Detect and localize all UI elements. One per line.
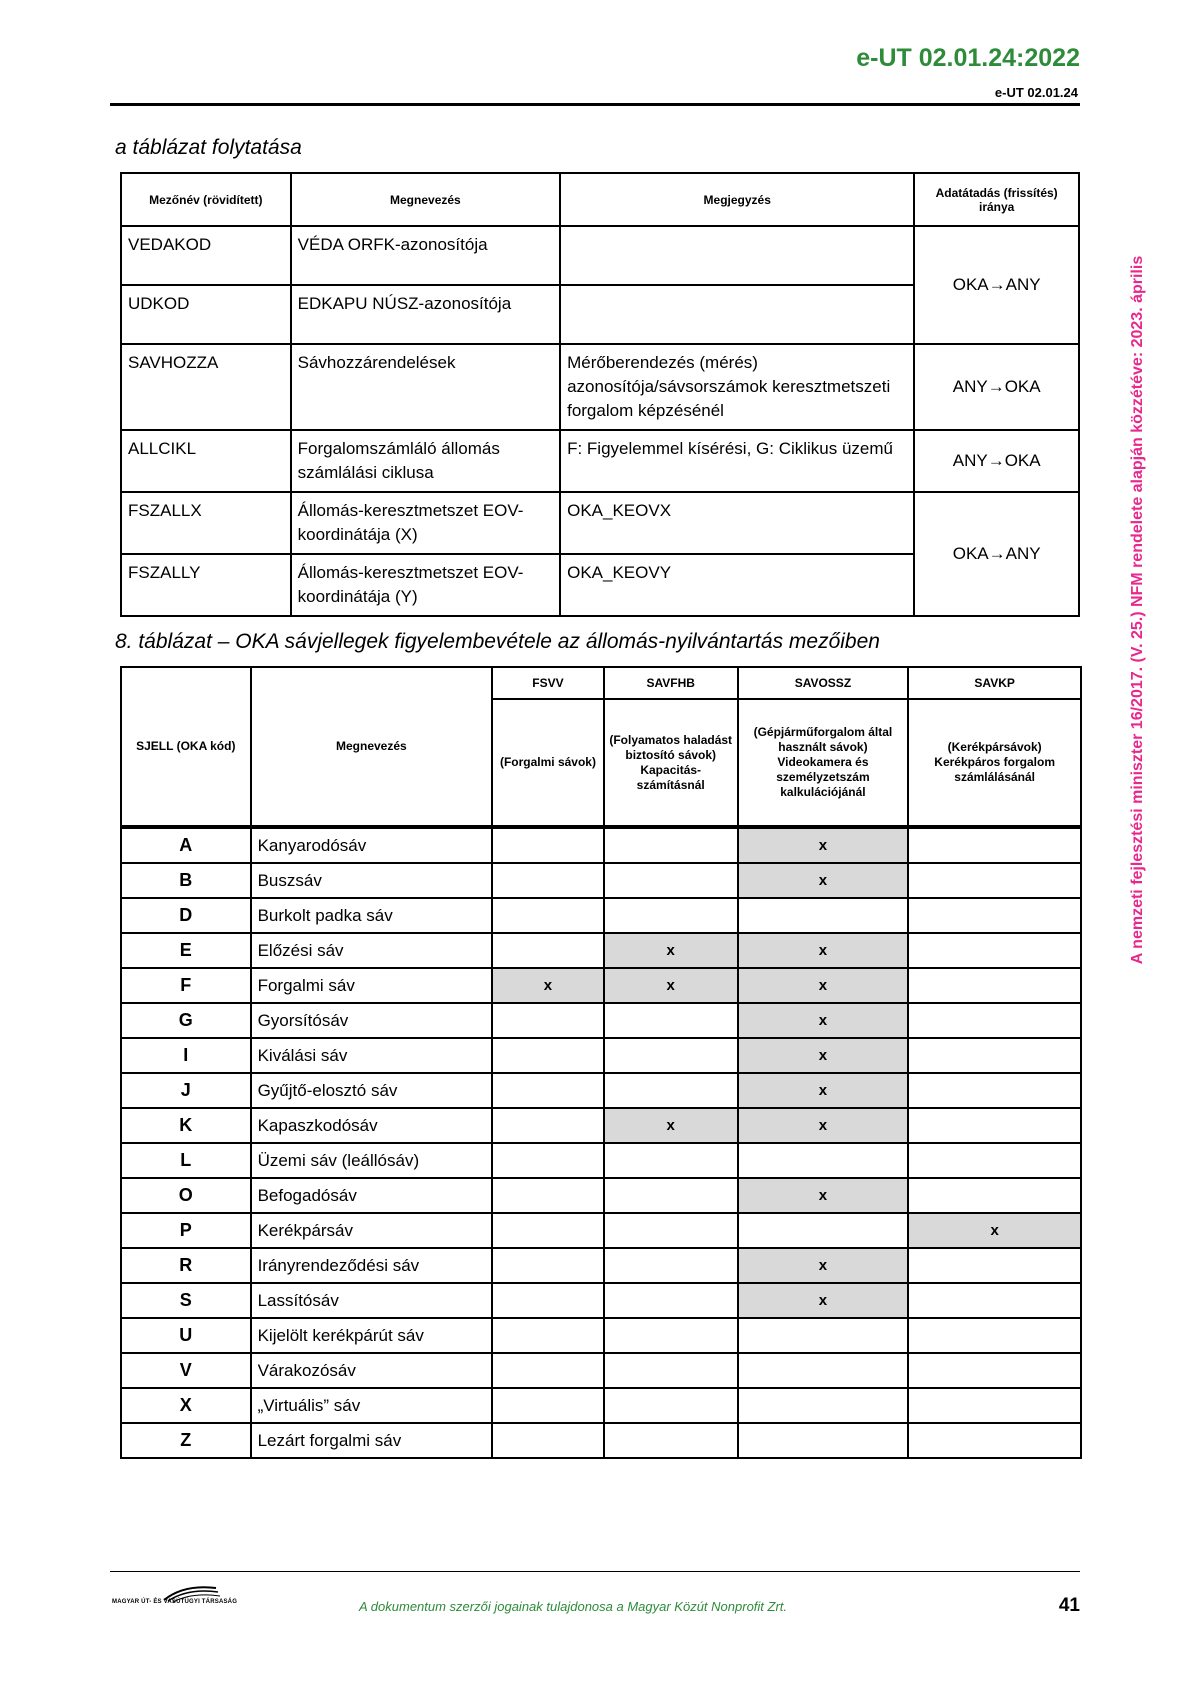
lane-code: P bbox=[121, 1213, 251, 1248]
table-row bbox=[121, 344, 1079, 430]
column-description-text: (Gépjárműforgalom által használt sávok) bbox=[753, 725, 893, 754]
mark-cell bbox=[908, 968, 1081, 1003]
lane-code: K bbox=[121, 1108, 251, 1143]
lane-code: D bbox=[121, 898, 251, 933]
note-cell: Mérőberendezés (mérés) azonosítója/sávsorszámok keresztmetszeti forgalom képzésénél bbox=[560, 344, 914, 430]
mark-cell bbox=[738, 1388, 909, 1423]
name-cell: Állomás-keresztmetszet EOV-koordinátája (X) bbox=[291, 492, 560, 554]
column-code: FSVV bbox=[492, 667, 604, 699]
table-header-row bbox=[121, 173, 1079, 226]
table-row bbox=[121, 827, 1081, 863]
column-description-text: (Folyamatos haladást biztosító sávok) bbox=[609, 732, 733, 762]
lane-code: E bbox=[121, 933, 251, 968]
mark-cell bbox=[738, 1423, 909, 1458]
mark-cell bbox=[492, 1143, 604, 1178]
field-cell: FSZALLY bbox=[121, 554, 291, 616]
mark-cell bbox=[908, 1423, 1081, 1458]
column-description-text: Kerékpáros forgalom számlálásánál bbox=[934, 755, 1055, 784]
mark-cell bbox=[908, 1143, 1081, 1178]
column-code: SAVOSSZ bbox=[738, 667, 909, 699]
lane-name: Burkolt padka sáv bbox=[251, 898, 493, 933]
mark-cell bbox=[492, 1073, 604, 1108]
mark-cell: x bbox=[604, 1108, 738, 1143]
lane-name: Forgalmi sáv bbox=[251, 968, 493, 1003]
document-code: e-UT 02.01.24:2022 bbox=[856, 44, 1080, 72]
table1-caption: a táblázat folytatása bbox=[115, 136, 302, 159]
mark-cell bbox=[738, 1213, 909, 1248]
mark-cell: x bbox=[604, 968, 738, 1003]
mark-cell bbox=[738, 1353, 909, 1388]
table-row bbox=[121, 968, 1081, 1003]
mark-cell bbox=[908, 1353, 1081, 1388]
name-cell: Állomás-keresztmetszet EOV-koordinátája (Y) bbox=[291, 554, 560, 616]
mark-cell bbox=[908, 827, 1081, 863]
column-description bbox=[604, 699, 738, 827]
mark-cell bbox=[492, 1213, 604, 1248]
mark-cell bbox=[492, 1283, 604, 1318]
copyright-notice: A dokumentum szerzői jogainak tulajdonosa a Magyar Közút Nonprofit Zrt. bbox=[359, 1599, 788, 1614]
mark-cell bbox=[492, 1003, 604, 1038]
name-cell: Forgalomszámláló állomás számlálási ciklusa bbox=[291, 430, 560, 492]
table-row bbox=[121, 933, 1081, 968]
side-note bbox=[1122, 160, 1154, 1060]
header-cell: Adatátadás (frissítés) iránya bbox=[914, 173, 1079, 226]
mark-cell bbox=[492, 1038, 604, 1073]
table-row bbox=[121, 1178, 1081, 1213]
table-row bbox=[121, 1423, 1081, 1458]
table-row bbox=[121, 1073, 1081, 1108]
lane-code: J bbox=[121, 1073, 251, 1108]
name-cell: Sávhozzárendelések bbox=[291, 344, 560, 430]
mark-cell bbox=[604, 1248, 738, 1283]
mark-cell: x bbox=[738, 1248, 909, 1283]
mark-cell: x bbox=[738, 1003, 909, 1038]
mark-cell bbox=[492, 827, 604, 863]
mark-cell bbox=[492, 1108, 604, 1143]
table-row bbox=[121, 1108, 1081, 1143]
lane-code: R bbox=[121, 1248, 251, 1283]
direction-cell: OKA→ANY bbox=[914, 226, 1079, 344]
lane-types-body bbox=[121, 827, 1081, 1458]
name-cell: EDKAPU NÚSZ-azonosítója bbox=[291, 285, 560, 344]
lane-name: Kijelölt kerékpárút sáv bbox=[251, 1318, 493, 1353]
direction-cell: OKA→ANY bbox=[914, 492, 1079, 616]
page-number: 41 bbox=[1058, 1595, 1080, 1616]
mark-cell bbox=[908, 1178, 1081, 1213]
header-cell: Megjegyzés bbox=[560, 173, 914, 226]
lane-name: „Virtuális” sáv bbox=[251, 1388, 493, 1423]
table-row bbox=[121, 898, 1081, 933]
table2-caption: 8. táblázat – OKA sávjellegek figyelembevétele az állomás-nyilvántartás mezőiben bbox=[115, 630, 880, 653]
mark-cell bbox=[604, 1353, 738, 1388]
lane-code: X bbox=[121, 1388, 251, 1423]
mark-cell bbox=[908, 1108, 1081, 1143]
mark-cell: x bbox=[738, 1178, 909, 1213]
lane-code: G bbox=[121, 1003, 251, 1038]
field-cell: ALLCIKL bbox=[121, 430, 291, 492]
mark-cell bbox=[492, 863, 604, 898]
table-row bbox=[121, 1353, 1081, 1388]
side-note-text: A nemzeti fejlesztési miniszter 16/2017. (V. 25.) NFM rendelete alapján közzétéve: 2023. április bbox=[1129, 255, 1146, 965]
mark-cell bbox=[604, 1143, 738, 1178]
mark-cell bbox=[604, 1038, 738, 1073]
mark-cell bbox=[604, 898, 738, 933]
mark-cell bbox=[738, 898, 909, 933]
mark-cell bbox=[908, 1073, 1081, 1108]
code-header: SJELL (OKA kód) bbox=[121, 667, 251, 827]
lane-types-table bbox=[120, 666, 1082, 1459]
mark-cell bbox=[738, 1318, 909, 1353]
mark-cell bbox=[604, 1388, 738, 1423]
lane-code: O bbox=[121, 1178, 251, 1213]
lane-code: V bbox=[121, 1353, 251, 1388]
table-row bbox=[121, 1318, 1081, 1353]
lane-code: Z bbox=[121, 1423, 251, 1458]
mark-cell bbox=[492, 1248, 604, 1283]
header-cell: Mezőnév (rövidített) bbox=[121, 173, 291, 226]
table-row bbox=[121, 863, 1081, 898]
lane-name: Befogadósáv bbox=[251, 1178, 493, 1213]
fields-table bbox=[120, 172, 1080, 617]
mark-cell: x bbox=[738, 968, 909, 1003]
lane-code: U bbox=[121, 1318, 251, 1353]
table-row bbox=[121, 1248, 1081, 1283]
mark-cell bbox=[908, 1038, 1081, 1073]
lane-name: Gyorsítósáv bbox=[251, 1003, 493, 1038]
lane-name: Lezárt forgalmi sáv bbox=[251, 1423, 493, 1458]
note-cell bbox=[560, 285, 914, 344]
mark-cell bbox=[908, 1248, 1081, 1283]
field-cell: SAVHOZZA bbox=[121, 344, 291, 430]
mark-cell bbox=[908, 933, 1081, 968]
mark-cell: x bbox=[738, 933, 909, 968]
mark-cell bbox=[604, 1318, 738, 1353]
mark-cell bbox=[908, 898, 1081, 933]
lane-code: L bbox=[121, 1143, 251, 1178]
mark-cell bbox=[908, 863, 1081, 898]
mark-cell: x bbox=[738, 1108, 909, 1143]
table-row bbox=[121, 492, 1079, 554]
header-cell: Megnevezés bbox=[291, 173, 560, 226]
lane-name: Gyűjtő-elosztó sáv bbox=[251, 1073, 493, 1108]
mark-cell: x bbox=[738, 827, 909, 863]
column-description bbox=[492, 699, 604, 827]
mark-cell bbox=[908, 1318, 1081, 1353]
field-cell: VEDAKOD bbox=[121, 226, 291, 285]
column-description bbox=[738, 699, 909, 827]
table-row bbox=[121, 1143, 1081, 1178]
column-description-text: (Kerékpársávok) bbox=[947, 740, 1042, 754]
header-rule bbox=[110, 103, 1080, 106]
column-description-text: Videokamera és személyzetszám kalkulációjánál bbox=[776, 755, 870, 799]
mark-cell: x bbox=[492, 968, 604, 1003]
table-row bbox=[121, 226, 1079, 285]
logo-text: MAGYAR ÚT- ÉS VASÚTÜGYI TÁRSASÁG bbox=[112, 1599, 238, 1605]
mark-cell: x bbox=[908, 1213, 1081, 1248]
mark-cell bbox=[604, 827, 738, 863]
column-description-text: (Forgalmi sávok) bbox=[499, 755, 596, 769]
name-header: Megnevezés bbox=[251, 667, 493, 827]
lane-name: Kapaszkodósáv bbox=[251, 1108, 493, 1143]
direction-cell: ANY→OKA bbox=[914, 430, 1079, 492]
mark-cell bbox=[908, 1003, 1081, 1038]
note-cell: OKA_KEOVY bbox=[560, 554, 914, 616]
mark-cell: x bbox=[738, 1038, 909, 1073]
mark-cell bbox=[604, 1003, 738, 1038]
lane-code: A bbox=[121, 827, 251, 863]
table-row bbox=[121, 1038, 1081, 1073]
table-row bbox=[121, 430, 1079, 492]
mark-cell bbox=[604, 1423, 738, 1458]
lane-name: Irányrendeződési sáv bbox=[251, 1248, 493, 1283]
mark-cell bbox=[492, 1353, 604, 1388]
mark-cell bbox=[908, 1388, 1081, 1423]
table-row bbox=[121, 1003, 1081, 1038]
mark-cell bbox=[908, 1283, 1081, 1318]
lane-code: B bbox=[121, 863, 251, 898]
direction-cell: ANY→OKA bbox=[914, 344, 1079, 430]
lane-name: Üzemi sáv (leállósáv) bbox=[251, 1143, 493, 1178]
lane-code: S bbox=[121, 1283, 251, 1318]
mark-cell bbox=[492, 933, 604, 968]
column-description-text: Kapacitás-számításnál bbox=[636, 762, 705, 792]
mark-cell: x bbox=[738, 863, 909, 898]
lane-name: Kerékpársáv bbox=[251, 1213, 493, 1248]
field-cell: UDKOD bbox=[121, 285, 291, 344]
mark-cell bbox=[492, 898, 604, 933]
lane-code: F bbox=[121, 968, 251, 1003]
lane-code: I bbox=[121, 1038, 251, 1073]
mark-cell: x bbox=[738, 1073, 909, 1108]
mark-cell bbox=[604, 1283, 738, 1318]
mark-cell: x bbox=[604, 933, 738, 968]
column-description bbox=[908, 699, 1081, 827]
mark-cell bbox=[604, 863, 738, 898]
table-row bbox=[121, 1388, 1081, 1423]
lane-name: Kanyarodósáv bbox=[251, 827, 493, 863]
note-cell: OKA_KEOVX bbox=[560, 492, 914, 554]
mark-cell bbox=[492, 1423, 604, 1458]
table-row bbox=[121, 1213, 1081, 1248]
lane-name: Kiválási sáv bbox=[251, 1038, 493, 1073]
document-code-short: e-UT 02.01.24 bbox=[994, 85, 1078, 100]
mark-cell bbox=[604, 1073, 738, 1108]
note-cell bbox=[560, 226, 914, 285]
mark-cell: x bbox=[738, 1283, 909, 1318]
mark-cell bbox=[738, 1143, 909, 1178]
name-cell: VÉDA ORFK-azonosítója bbox=[291, 226, 560, 285]
mark-cell bbox=[492, 1318, 604, 1353]
field-cell: FSZALLX bbox=[121, 492, 291, 554]
lane-name: Lassítósáv bbox=[251, 1283, 493, 1318]
note-cell: F: Figyelemmel kísérési, G: Ciklikus üzemű bbox=[560, 430, 914, 492]
mark-cell bbox=[492, 1388, 604, 1423]
lane-name: Buszsáv bbox=[251, 863, 493, 898]
table-row bbox=[121, 1283, 1081, 1318]
footer-rule bbox=[110, 1571, 1080, 1572]
column-code-row bbox=[121, 667, 1081, 699]
mark-cell bbox=[604, 1213, 738, 1248]
mark-cell bbox=[604, 1178, 738, 1213]
column-code: SAVKP bbox=[908, 667, 1081, 699]
column-code: SAVFHB bbox=[604, 667, 738, 699]
lane-name: Előzési sáv bbox=[251, 933, 493, 968]
mark-cell bbox=[492, 1178, 604, 1213]
lane-name: Várakozósáv bbox=[251, 1353, 493, 1388]
